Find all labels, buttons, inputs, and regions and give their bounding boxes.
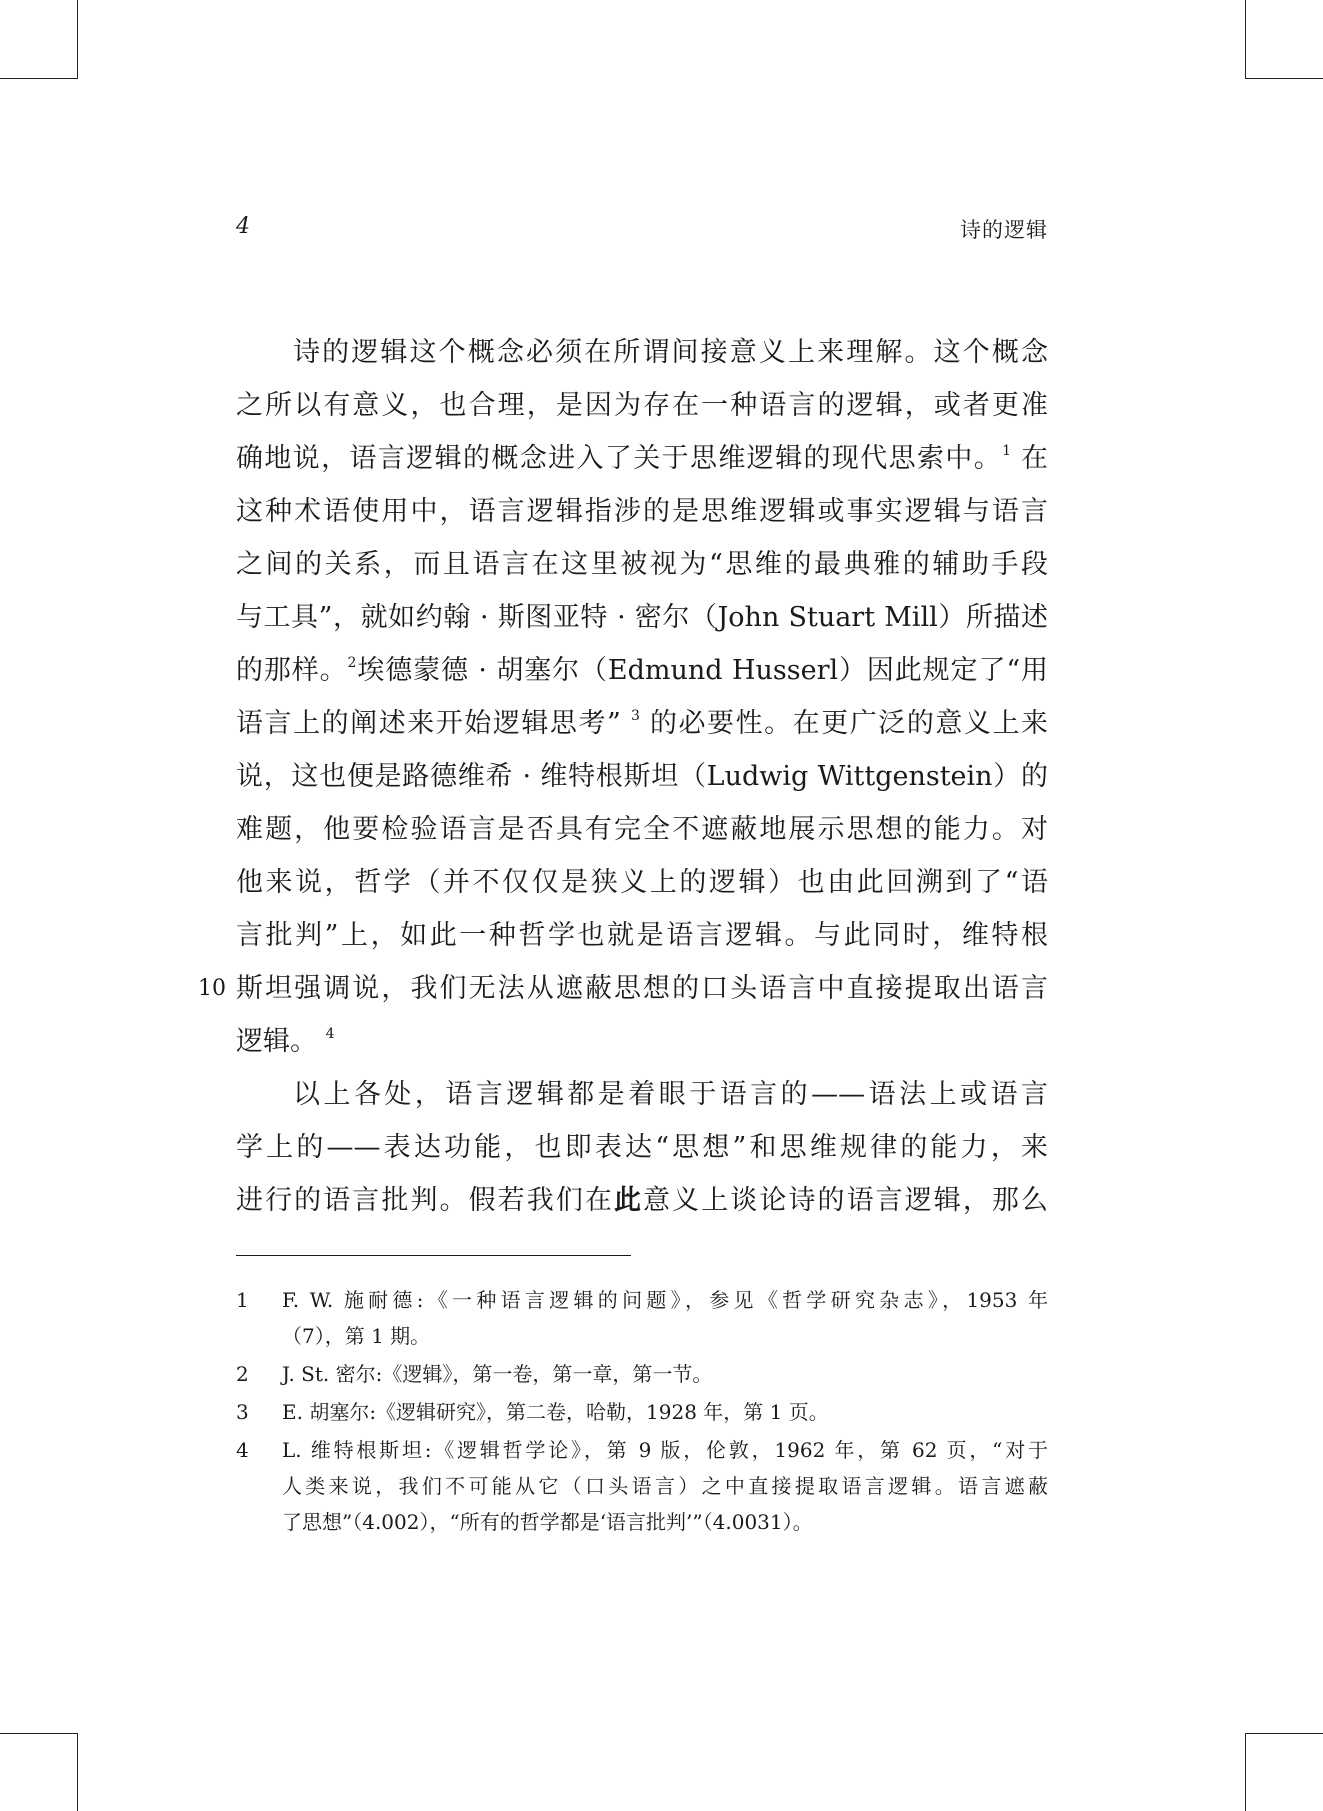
text-line-content: 以上各处，语言逻辑都是着眼于语言的——语法上或语言 bbox=[293, 1079, 1048, 1110]
footnote-ref[interactable]: 2 bbox=[347, 655, 357, 671]
text-line-content: 确地说，语言逻辑的概念进入了关于思维逻辑的现代思索中。 bbox=[236, 443, 1003, 474]
text-line-content: 这种术语使用中，语言逻辑指涉的是思维逻辑或事实逻辑与语言 bbox=[236, 496, 1048, 527]
text-line bbox=[236, 538, 1048, 591]
footnote-number: 4 bbox=[236, 1438, 249, 1462]
text-line-content: 言批判”上，如此一种哲学也就是语言逻辑。与此同时，维特根 bbox=[236, 920, 1048, 951]
text-line bbox=[236, 432, 1048, 485]
footnote-number: 2 bbox=[236, 1362, 249, 1386]
text-line bbox=[236, 644, 1048, 697]
text-line-content: 与工具”，就如约翰 · 斯图亚特 · 密尔（John Stuart Mill）所描述 bbox=[236, 602, 1048, 633]
crop-mark-top-right-h bbox=[1245, 78, 1323, 79]
footnote-ref[interactable]: 4 bbox=[325, 1026, 335, 1042]
text-line-content: 他来说，哲学（并不仅仅是狭义上的逻辑）也由此回溯到了“语 bbox=[236, 867, 1048, 898]
footnote-divider bbox=[236, 1255, 631, 1256]
text-line bbox=[236, 697, 1048, 750]
footnote-2 bbox=[236, 1356, 1048, 1392]
text-line-content: 之所以有意义，也合理，是因为存在一种语言的逻辑，或者更准 bbox=[236, 390, 1048, 421]
text-line-content: 说，这也便是路德维希 · 维特根斯坦（Ludwig Wittgenstein）的 bbox=[236, 761, 1048, 792]
text-line bbox=[236, 1121, 1048, 1174]
footnote-3 bbox=[236, 1394, 1048, 1430]
text-line-content: 逻辑。 bbox=[236, 1026, 317, 1057]
text-line-content: 在 bbox=[1021, 443, 1048, 474]
text-line bbox=[236, 856, 1048, 909]
footnote-line: F. W. 施耐德:《一种语言逻辑的问题》，参见《哲学研究杂志》，1953 年 bbox=[282, 1288, 1048, 1312]
footnote-line: E. 胡塞尔:《逻辑研究》，第二卷，哈勒，1928 年，第 1 页。 bbox=[282, 1400, 829, 1424]
text-line bbox=[236, 1174, 1048, 1227]
footnote-number: 3 bbox=[236, 1400, 249, 1424]
footnote-1 bbox=[236, 1282, 1048, 1354]
text-line-content: 难题，他要检验语言是否具有完全不遮蔽地展示思想的能力。对 bbox=[236, 814, 1048, 845]
text-line-content: 斯坦强调说，我们无法从遮蔽思想的口头语言中直接提取出语言 bbox=[236, 973, 1048, 1004]
text-line bbox=[236, 326, 1048, 379]
page-number: 4 bbox=[236, 214, 250, 239]
text-line bbox=[236, 750, 1048, 803]
footnote-4 bbox=[236, 1432, 1048, 1540]
text-line-content: 的必要性。在更广泛的意义上来 bbox=[639, 708, 1048, 739]
text-line-content: 的那样。 bbox=[236, 655, 348, 686]
text-line bbox=[236, 803, 1048, 856]
emphasis: 此 bbox=[613, 1185, 644, 1216]
text-line-content: 埃德蒙德 · 胡塞尔（Edmund Husserl）因此规定了“用 bbox=[356, 655, 1049, 686]
footnote-line: 人类来说，我们不可能从它（口头语言）之中直接提取语言逻辑。语言遮蔽 bbox=[282, 1474, 1048, 1498]
text-line-content: 学上的——表达功能，也即表达“思想”和思维规律的能力，来 bbox=[236, 1132, 1048, 1163]
text-line bbox=[236, 379, 1048, 432]
text-line bbox=[198, 962, 1048, 1015]
footnote-number: 1 bbox=[236, 1288, 249, 1312]
text-line-content: 意义上谈论诗的语言逻辑，那么 bbox=[643, 1185, 1049, 1216]
crop-mark-top-left-v bbox=[77, 0, 78, 78]
crop-mark-bottom-right-h bbox=[1245, 1733, 1323, 1734]
footnote-ref[interactable]: 3 bbox=[630, 708, 640, 724]
footnotes bbox=[236, 1282, 1048, 1542]
text-line bbox=[236, 485, 1048, 538]
running-title: 诗的逻辑 bbox=[960, 218, 1048, 242]
crop-mark-top-right-v bbox=[1245, 0, 1246, 78]
line-number-marker: 10 bbox=[198, 976, 226, 1001]
crop-mark-bottom-right-v bbox=[1245, 1733, 1246, 1811]
body-text bbox=[198, 326, 1049, 1227]
text-line bbox=[236, 1015, 1048, 1068]
footnote-line: J. St. 密尔:《逻辑》，第一卷，第一章，第一节。 bbox=[282, 1362, 713, 1386]
text-line bbox=[236, 1068, 1048, 1121]
text-line bbox=[236, 591, 1048, 644]
text-line-content: 语言上的阐述来开始逻辑思考” bbox=[236, 708, 621, 739]
footnote-line: L. 维特根斯坦:《逻辑哲学论》，第 9 版，伦敦，1962 年，第 62 页，“对于 bbox=[282, 1438, 1048, 1462]
text-line-content: 诗的逻辑这个概念必须在所谓间接意义上来理解。这个概念 bbox=[293, 337, 1048, 368]
crop-mark-bottom-left-h bbox=[0, 1733, 78, 1734]
text-line bbox=[236, 909, 1048, 962]
crop-mark-top-left-h bbox=[0, 78, 78, 79]
footnote-ref[interactable]: 1 bbox=[1002, 443, 1012, 459]
footnote-line: 了思想”（4.002），“所有的哲学都是‘语言批判’”（4.0031）。 bbox=[282, 1510, 813, 1534]
running-head bbox=[236, 214, 1048, 244]
crop-mark-bottom-left-v bbox=[77, 1733, 78, 1811]
text-line-content: 进行的语言批判。假若我们在 bbox=[236, 1185, 614, 1216]
text-line-content: 之间的关系，而且语言在这里被视为“思维的最典雅的辅助手段 bbox=[236, 549, 1048, 580]
footnote-line: （7），第 1 期。 bbox=[282, 1324, 431, 1348]
